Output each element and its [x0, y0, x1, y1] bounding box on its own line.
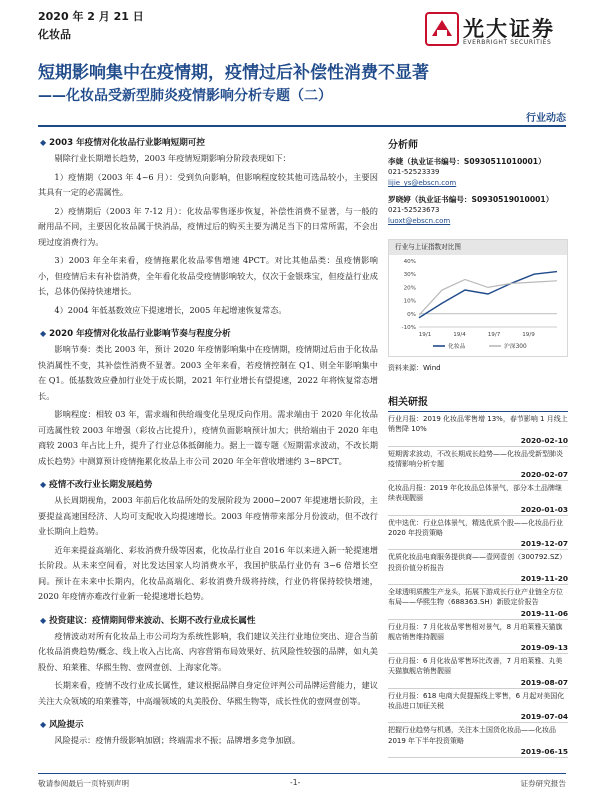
section [38, 608, 378, 713]
y-tick-label: -10% [401, 325, 416, 331]
analyst-email-link[interactable]: luoxt@ebscn.com [388, 217, 451, 225]
related-report-date: 2020-01-03 [388, 504, 568, 516]
paragraph: 剔除行业长期增长趋势，2003 年疫情短期影响分阶段表现如下： [54, 153, 291, 163]
page-number: -1- [290, 778, 301, 787]
diamond-bullet-icon: ◆ [40, 480, 47, 489]
related-report-link[interactable]: 化妆品月报：2019 年化妆品总体景气，部分本土品牌继续表现靓丽 [388, 484, 563, 503]
footer-brand: 证券研究报告 [520, 779, 566, 788]
related-report-date: 2019-09-13 [388, 642, 568, 654]
y-tick-label: 20% [403, 285, 416, 292]
paragraph: 从长周期视角，2003 年前后化妆品所处的发展阶段为 2000~2007 年提速增长阶段，主要提益高速国经济、人均可支配收入均提速增长。2003 年疫情带来部分月份波动，但不改行业长期向上趋势。 [38, 495, 378, 536]
chart-source: 资料来源：Wind [388, 364, 441, 372]
related-report-link[interactable]: 优质化妆品电商服务提供商——壹网壹创（300792.SZ）投资价值分析报告 [388, 553, 567, 572]
related-report-link[interactable]: 行业月报：7 月化妆品零售相对景气，8 月珀莱雅天猫旗舰店销售维持靓丽 [388, 622, 563, 641]
report-sector: 化妆品 [38, 28, 71, 41]
related-research-heading: 相关研报 [388, 393, 568, 412]
related-report-date: 2019-12-07 [388, 538, 568, 550]
y-tick-label: 10% [403, 298, 416, 305]
sidebar [388, 130, 568, 758]
related-report-date: 2020-02-10 [388, 435, 568, 447]
section-heading: ◆ 投资建议：疫情期间带来波动、长期不改行业成长属性 [40, 615, 256, 626]
related-report-date: 2019-11-20 [388, 573, 568, 585]
related-report-link[interactable]: 优中选优：行业总体景气，精选优质个股——化妆品行业 2020 年投资策略 [388, 518, 563, 538]
report-subtitle: ——化妆品受新型肺炎疫情影响分析专题（二） [38, 88, 332, 104]
analyst-heading: 分析师 [388, 140, 418, 151]
x-tick-label: 19/7 [487, 332, 501, 338]
analyst-card [388, 156, 568, 189]
chart-title: 行业与上证指数对比图 [389, 240, 567, 255]
analyst-phone: 021-52523673 [388, 206, 440, 214]
section-heading: ◆ 2003 年疫情对化妆品行业影响短期可控 [40, 138, 205, 148]
section [38, 472, 378, 608]
paragraph: 4）2004 年低基数效应下提速增长，2005 年起增速恢复常态。 [54, 304, 287, 315]
diamond-bullet-icon: ◆ [40, 720, 47, 729]
related-report-date: 2019-08-07 [388, 677, 568, 689]
related-report-link[interactable]: 行业月报：618 电商大促提振线上零售，6 月起对美国化妆品进口加征关税 [388, 691, 565, 711]
legend-label: 化妆品 [448, 344, 466, 350]
y-tick-label: 0% [407, 311, 416, 318]
x-tick-label: 19/1 [418, 332, 432, 338]
paragraph: 3）2003 年全年来看，疫情拖累化妆品零售增速 4PCT。对比其他品类：虽疫情影响小，但疫情后未有补偿消费，全年看化妆品受疫情影响较大，仅次于金银珠宝，但疫益行业成长，总体仍保持快速增长。 [38, 255, 378, 296]
section-heading: ◆ 2020 年疫情对化妆品行业影响节奏与程度分析 [40, 329, 231, 339]
analyst-email-link[interactable]: lijie_ys@ebscn.com [388, 179, 457, 187]
paragraph: 影响节奏：类比 2003 年，预计 2020 年疫情影响集中在疫情期，疫情期过后由于化妆品快消属性不变，其补偿性消费不显著。2003 全年来看，若疫情控制在 Q1、则全年影响集中在 Q1。低基数效应叠加行业处于成长期，2021 年行业增长有望提速，2022 年将恢复常态增长。 [38, 344, 378, 401]
section-heading: ◆ 风险提示 [40, 720, 84, 730]
related-report-date: 2019-06-15 [388, 746, 568, 758]
series-line [419, 272, 557, 318]
related-report-date: 2019-07-04 [388, 711, 568, 723]
related-report-link[interactable]: 短期需求波动，不改长期成长趋势——化妆品受新型肺炎疫情影响分析专题 [388, 449, 563, 468]
diamond-bullet-icon: ◆ [40, 615, 47, 625]
legend-label: 沪深300 [504, 344, 527, 350]
analyst-name: 罗晓婷（执业证书编号：S0930519010001） [388, 195, 554, 204]
brand-name-en: EVERBRIGHT SECURITIES [463, 39, 552, 46]
paragraph: 近年来提益高端化、彩妆消费升级等因素，化妆品行业自 2016 年以来进入新一轮提速增长阶段。从未来空间看，对比发达国家人均消费水平，我国护肤品行业仍有 3~6 倍增长空间。预计在未来中长期内，化妆品高端化、彩妆消费升级将持续，行业仍将保持较快增速，2020 年疫情亦难改行业新一轮提速增长趋势。 [38, 544, 378, 601]
related-report-date: 2019-11-06 [388, 608, 568, 620]
diamond-bullet-icon: ◆ [40, 138, 47, 147]
section [38, 130, 378, 321]
paragraph: 2）疫情期后（2003 年 7-12 月）：化妆品零售逐步恢复，补偿性消费不显著，与一般的耐用品不同，主要因化妆品属于快消品，疫情过后的购买主要为满足当下的日常所需，不会出现过度消费行为。 [38, 205, 378, 247]
brand-logo-mark-icon [425, 12, 459, 46]
related-report-link[interactable]: 行业月报：2019 化妆品零售增 13%，春节影响 1 月线上销售降 10% [388, 415, 568, 434]
chart-plot [389, 255, 567, 356]
footer-divider [38, 773, 566, 774]
analyst-card [388, 194, 568, 227]
brand-name-cn: 光大证券 [463, 17, 555, 41]
series-line [419, 279, 557, 315]
section-heading: ◆ 疫情不改行业长期发展趋势 [40, 480, 153, 490]
paragraph: 风险提示：疫情升级影响加剧；终端需求不振；品牌增多竞争加剧。 [54, 735, 301, 745]
paragraph: 1）疫情期（2003 年 4~6 月）：受到负向影响，但影响程度较其他可选品较小，主要因其具有一定的必需属性。 [38, 171, 378, 197]
related-report-link[interactable]: 全球透明质酸生产龙头，拓展下游成长行业产业链全方位布局——华熙生物（688363.SH）新股定价报告 [388, 587, 563, 607]
related-research-list [388, 412, 568, 758]
x-tick-label: 19/9 [522, 332, 535, 338]
y-tick-label: 30% [403, 272, 416, 279]
report-date: 2020 年 2 月 21 日 [38, 10, 144, 23]
analyst-phone: 021-52523339 [388, 168, 440, 176]
related-report-link[interactable]: 把握行业趋势与机遇，关注本土国货化妆品——化妆品 2019 年下半年投资策略 [388, 726, 556, 745]
index-comparison-chart [388, 239, 568, 357]
report-title: 短期影响集中在疫情期，疫情过后补偿性消费不显著 [38, 63, 429, 83]
paragraph: 疫情波动对所有化妆品上市公司均为系统性影响，我们建议关注行业地位突出、迎合当前化妆品消费趋势/概念、线上收入占比高、内容营销布局效果好、抗风险性较强的品牌，如丸美股份、珀莱雅、华熙生物、壹网壹创、上海家化等。 [38, 630, 378, 672]
title-divider [38, 125, 566, 127]
main-column [38, 130, 378, 752]
brand-logo [425, 12, 565, 52]
related-report-link[interactable]: 行业月报：6 月化妆品零售环比改善，7 月珀莱雅、丸美天猫旗舰店销售靓丽 [388, 657, 563, 676]
footer-disclaimer: 敬请参阅最后一页特别声明 [38, 779, 130, 788]
report-type-label: 行业动态 [526, 113, 566, 124]
diamond-bullet-icon: ◆ [40, 329, 47, 338]
section [38, 321, 378, 472]
paragraph: 长期来看，疫情不改行业成长属性，建议根据品牌自身定位评判公司品牌运营能力，建议关注大众领域的珀莱雅等，中高端领域的丸美股份、华熙生物等，成长性优的壹网壹创等。 [38, 680, 378, 706]
related-report-date: 2020-02-07 [388, 469, 568, 481]
y-tick-label: 40% [403, 259, 416, 265]
x-tick-label: 19/4 [453, 332, 466, 338]
section [38, 712, 378, 752]
paragraph: 影响程度：相较 03 年，需求端和供给端变化呈现反向作用。需求端由于 2020 年化妆品可选属性较 2003 年增强（彩妆占比提升），疫情负面影响预计加大；供给端由于 2020 年电商较 2003 年占比上升，提升了行业总体抵御能力。据上一篇专题《短期需求波动，不改长期成长趋势》中测算预计疫情拖累化妆品上市公司 2020 年全年营收增速约 3~8PCT。 [38, 409, 378, 466]
analyst-name: 李婕（执业证书编号：S0930511010001） [388, 157, 546, 166]
